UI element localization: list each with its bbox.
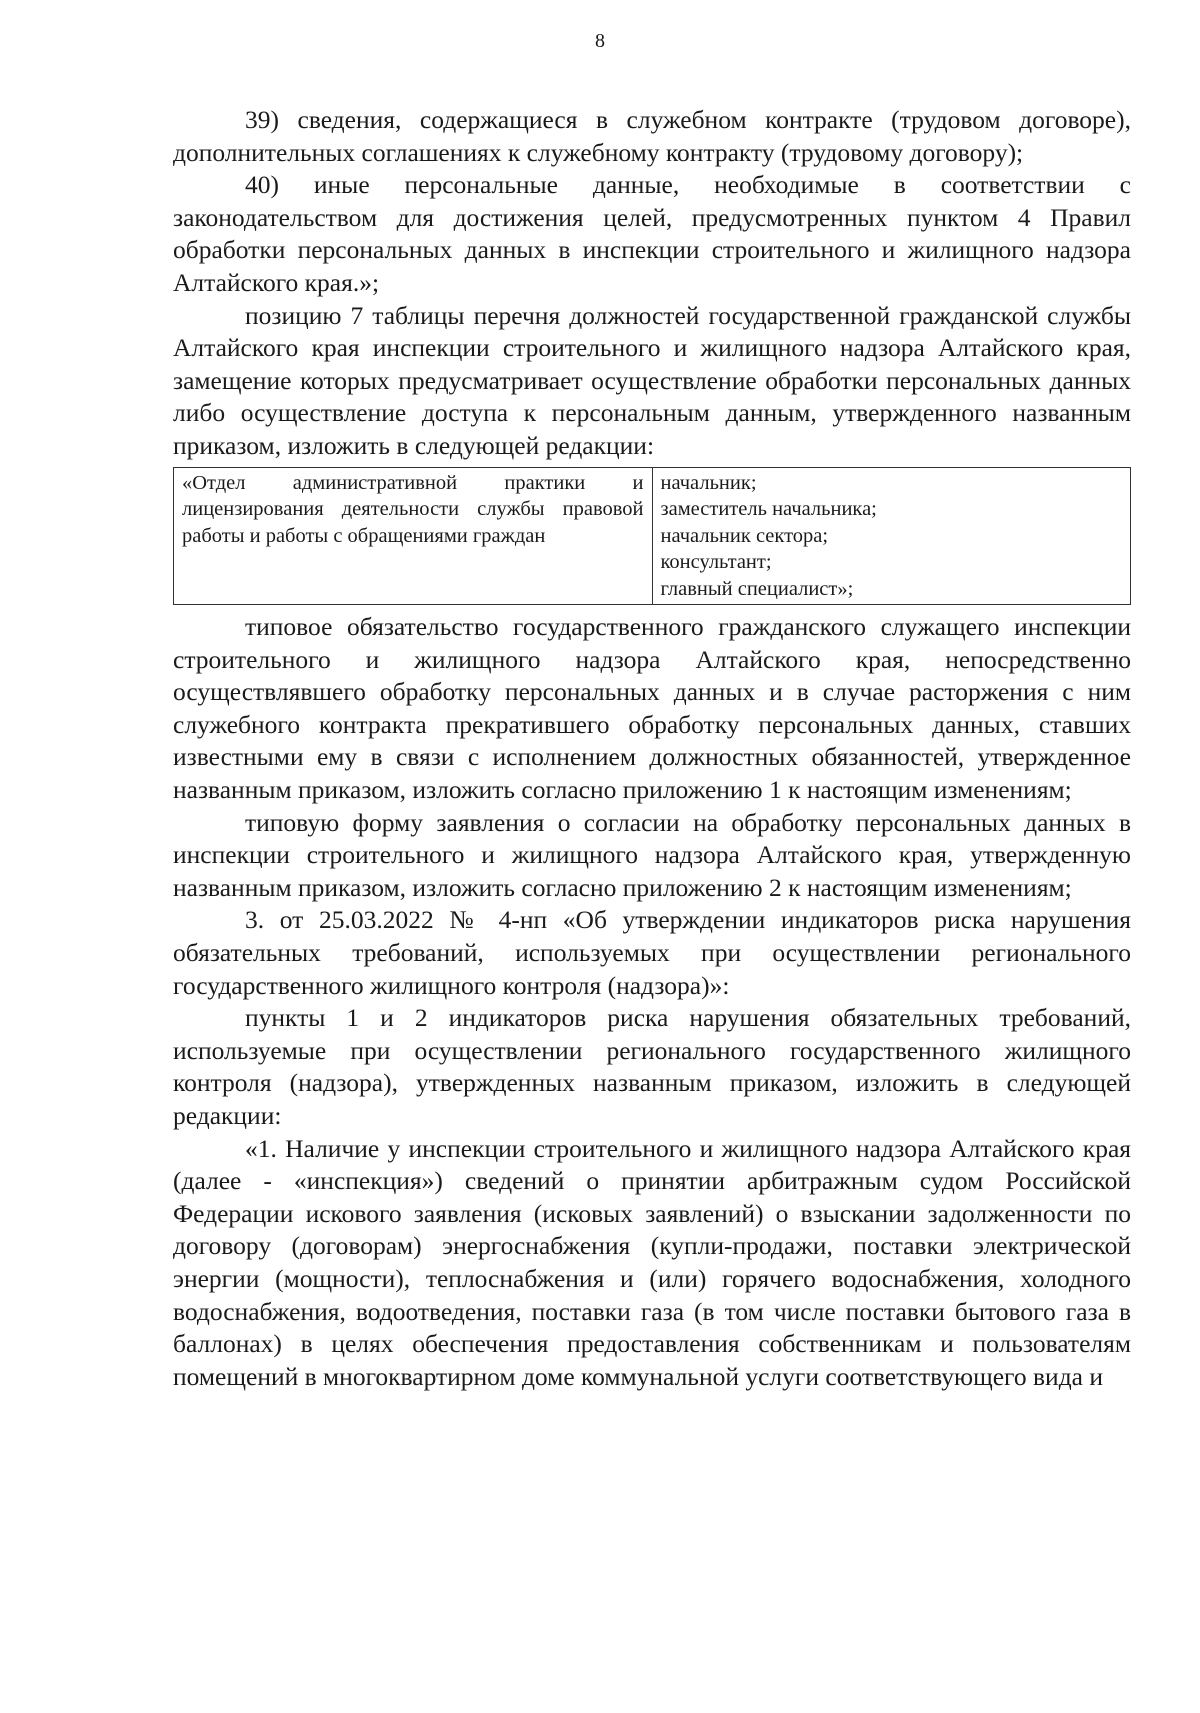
department-name: «Отдел административной практики и лицензирования деятельности службы правовой работы и работы с обращениями граждан [182,471,644,547]
paragraph-item-39: 39) сведения, содержащиеся в служебном контракте (трудовом договоре), дополнительных соглашениях к служебному контракту (трудовому договору); [173,105,1131,167]
paragraph-risk-indicators: пункты 1 и 2 индикаторов риска нарушения обязательных требований, используемые при осуществлении регионального государственного жилищного контроля (надзора), утвержденных названным приказом, изложить в следующей редакции: [173,1003,1131,1130]
position-item: заместитель начальника; [660,498,877,521]
position-item: главный специалист»; [660,577,854,600]
position-item: консультант; [660,551,772,574]
paragraph-position-7: позицию 7 таблицы перечня должностей государственной гражданской службы Алтайского края инспекции строительного и жилищного надзора Алтайского края, замещение которых предусматривает осуществление обработки персональных данных либо осуществление доступа к персональным данным, утвержденного названным приказом, изложить в следующей редакции: [173,300,1131,460]
paragraph-consent-form: типовую форму заявления о согласии на обработку персональных данных в инспекции строительного и жилищного надзора Алтайского края, утвержденную названным приказом, изложить согласно приложению 2 к настоящим изменениям; [173,807,1131,902]
page-number: 8 [595,30,605,52]
positions-table [173,467,1131,606]
paragraph-item-40: 40) иные персональные данные, необходимые в соответствии с законодательством для достижения целей, предусмотренных пунктом 4 Правил обработки персональных данных в инспекции строительного и жилищного надзора Алтайского края.»; [173,170,1131,297]
table-row [174,467,1131,605]
position-item: начальник; [660,471,757,494]
position-item: начальник сектора; [660,524,829,547]
paragraph-order-3: 3. от 25.03.2022 № 4-нп «Об утверждении индикаторов риска нарушения обязательных требований, используемых при осуществлении регионального государственного жилищного контроля (надзора)»: [173,905,1131,1000]
paragraph-typical-obligation: типовое обязательство государственного гражданского служащего инспекции строительного и жилищного надзора Алтайского края, непосредственно осуществлявшего обработку персональных данных и в случае расторжения с ним служебного контракта прекратившего обработку персональных данных, ставших известными ему в связи с исполнением должностных обязанностей, утвержденное названным приказом, изложить согласно приложению 1 к настоящим изменениям; [173,612,1131,804]
positions-cell [652,467,1131,605]
document-body [173,104,1131,1393]
paragraph-indicator-1: «1. Наличие у инспекции строительного и жилищного надзора Алтайского края (далее - «инспекция») сведений о принятии арбитражным судом Российской Федерации искового заявления (исковых заявлений) о взыскании задолженности по договору (договорам) энергоснабжения (купли-продажи, поставки электрической энергии (мощности), теплоснабжения и (или) горячего водоснабжения, холодного водоснабжения, водоотведения, поставки газа (в том числе поставки бытового газа в баллонах) в целях обеспечения предоставления собственникам и пользователям помещений в многоквартирном доме коммунальной услуги соответствующего вида и [173,1133,1131,1391]
department-cell [174,467,653,605]
